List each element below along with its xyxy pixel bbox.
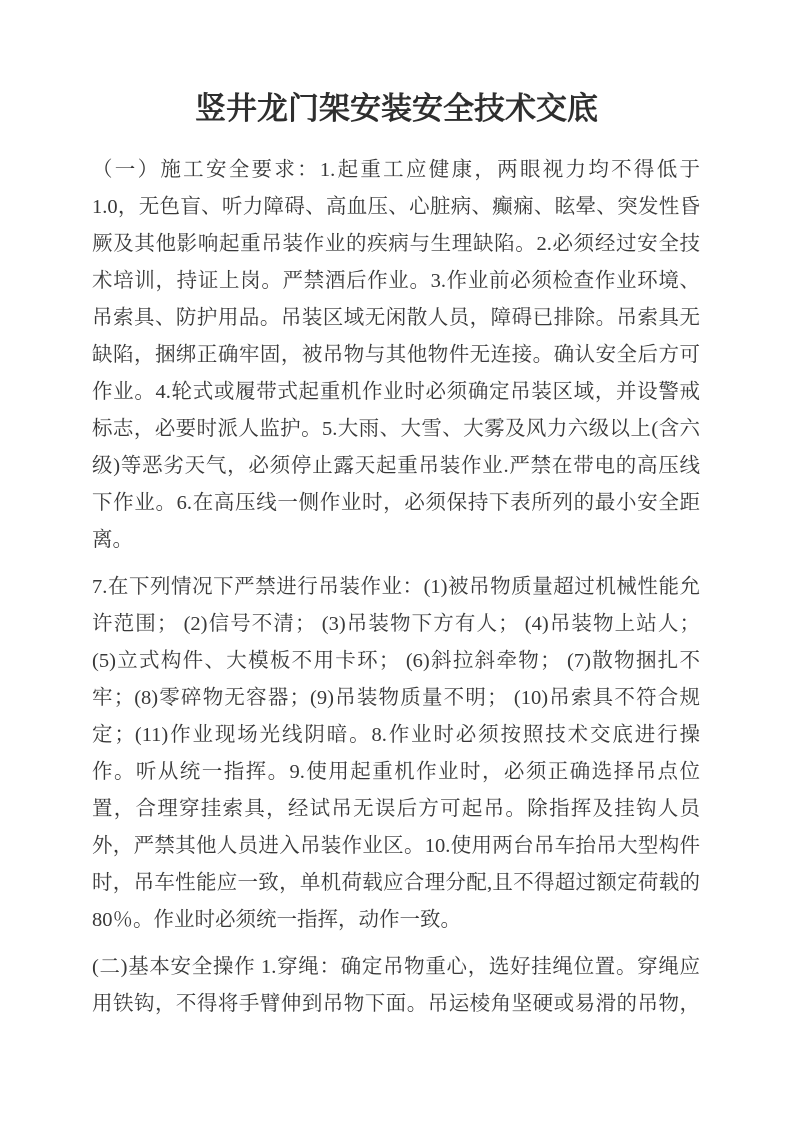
text-line: 外，严禁其他人员进入吊装作业区。10.使用两台吊车抬吊大型构件 [92, 835, 700, 857]
document-title: 竖井龙门架安装安全技术交底 [195, 91, 598, 126]
text-line: 80％。作业时必须统一指挥，动作一致。 [92, 909, 461, 931]
text-line: 缺陷，捆绑正确牢固，被吊物与其他物件无连接。确认安全后方可 [92, 344, 700, 366]
text-line: 术培训，持证上岗。严禁酒后作业。3.作业前必须检查作业环境、 [92, 270, 700, 292]
text-line: （一）施工安全要求：1.起重工应健康，两眼视力均不得低于 [92, 159, 700, 181]
text-line: 级)等恶劣天气，必须停止露天起重吊装作业.严禁在带电的高压线 [92, 455, 700, 477]
text-line: 定；(11)作业现场光线阴暗。8.作业时必须按照技术交底进行操 [92, 724, 700, 746]
paragraph-basic-safe-operation [92, 949, 700, 1023]
text-line: 离。 [92, 529, 133, 551]
text-line: 厥及其他影响起重吊装作业的疾病与生理缺陷。2.必须经过安全技 [92, 233, 700, 255]
paragraph-forbidden-lifting-conditions [92, 569, 700, 939]
text-line: 7.在下列情况下严禁进行吊装作业：(1)被吊物质量超过机械性能允 [92, 576, 700, 598]
text-line: 1.0，无色盲、听力障碍、高血压、心脏病、癫痫、眩晕、突发性昏 [92, 196, 700, 218]
text-line: 作业。4.轮式或履带式起重机作业时必须确定吊装区域，并设警戒 [92, 381, 700, 403]
text-line: 作。听从统一指挥。9.使用起重机作业时，必须正确选择吊点位 [92, 761, 700, 783]
text-line: 牢；(8)零碎物无容器；(9)吊装物质量不明； (10)吊索具不符合规 [92, 687, 700, 709]
text-line: (二)基本安全操作 1.穿绳：确定吊物重心，选好挂绳位置。穿绳应 [92, 956, 700, 978]
text-line: (5)立式构件、大模板不用卡环； (6)斜拉斜牵物； (7)散物捆扎不 [92, 650, 700, 672]
text-line: 吊索具、防护用品。吊装区域无闲散人员，障碍已排除。吊索具无 [92, 307, 700, 329]
text-line: 下作业。6.在高压线一侧作业时，必须保持下表所列的最小安全距 [92, 492, 700, 514]
text-line: 标志，必要时派人监护。5.大雨、大雪、大雾及风力六级以上(含六 [92, 418, 700, 440]
paragraph-construction-safety-requirements [92, 152, 700, 559]
text-line: 许范围； (2)信号不清； (3)吊装物下方有人； (4)吊装物上站人； [92, 613, 700, 635]
document-body [92, 152, 700, 1023]
text-line: 用铁钩，不得将手臂伸到吊物下面。吊运棱角坚硬或易滑的吊物， [92, 993, 700, 1015]
text-line: 时，吊车性能应一致，单机荷载应合理分配,且不得超过额定荷载的 [92, 872, 700, 894]
text-line: 置，合理穿挂索具，经试吊无误后方可起吊。除指挥及挂钩人员 [92, 798, 700, 820]
